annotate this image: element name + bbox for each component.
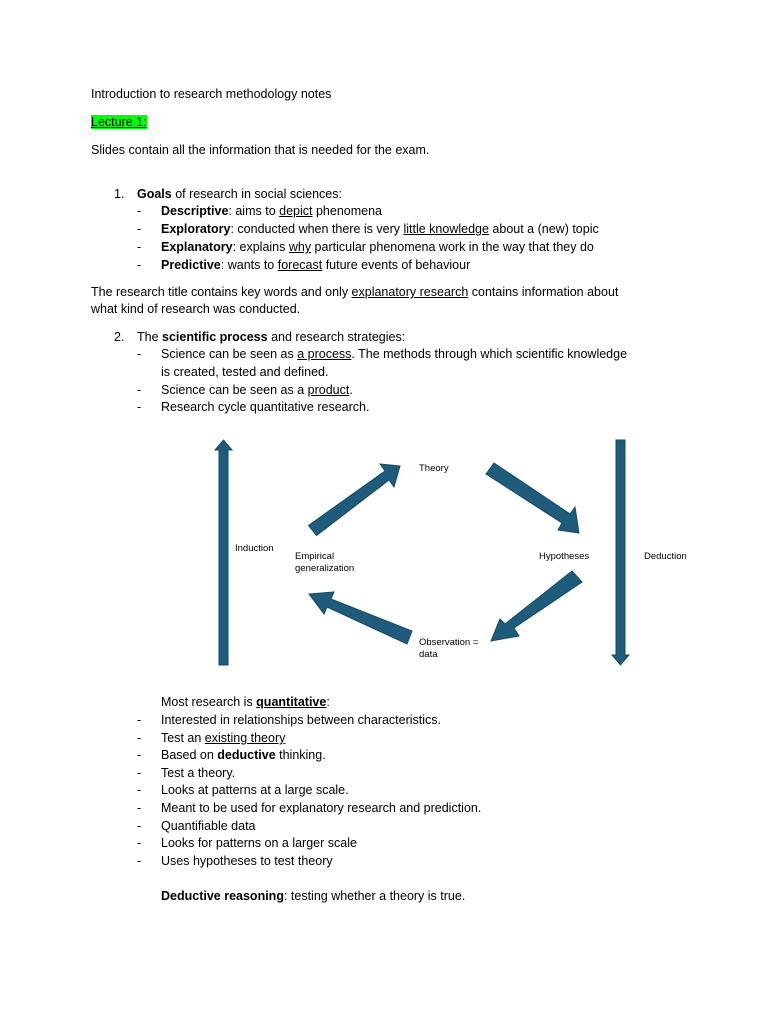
label-observation (419, 637, 478, 661)
item-text: Uses hypotheses to test theory (161, 854, 333, 868)
item-underline: why (288, 240, 312, 254)
label-observation-line1: Observation = (419, 637, 479, 648)
item-term: Predictive (161, 258, 221, 272)
item-text: : wants to (220, 258, 278, 272)
section-2-text: and research strategies: (267, 330, 406, 344)
paragraph-line-2: what kind of research was conducted. (91, 302, 301, 316)
deductive-bold: Deductive reasoning (161, 889, 284, 903)
deductive-reasoning (161, 888, 465, 905)
section-2-text: The (137, 330, 163, 344)
item-text: thinking. (275, 748, 326, 762)
intro-text: Slides contain all the information that is needed for the exam. (91, 143, 430, 157)
para-text: contains information about (468, 285, 619, 299)
item-text: Science can be seen as (161, 347, 298, 361)
arrow-to-empirical (309, 592, 412, 644)
item-text: Interested in relationships between characteristics. (161, 713, 442, 727)
item-text: Quantifiable data (161, 819, 256, 833)
lecture-label: Lecture 1: (91, 115, 147, 129)
item-underline: a process (297, 347, 352, 361)
item-text: Looks at patterns at a large scale. (161, 783, 349, 797)
bullet-dash: - (137, 836, 142, 850)
item-text: Test a theory. (161, 766, 236, 780)
item-text: : conducted when there is very (230, 222, 404, 236)
label-observation-line2: data (419, 649, 438, 660)
item-bold: deductive (217, 748, 276, 762)
item-text: Science can be seen as a (161, 383, 308, 397)
item-text: . The methods through which scientific knowledge (351, 347, 628, 361)
label-hypotheses: Hypotheses (539, 551, 590, 562)
section-2-bold: scientific process (162, 330, 268, 344)
induction-arrow (215, 440, 232, 665)
para-text: The research title contains key words and only (91, 285, 352, 299)
list-item-continuation: is created, tested and defined. (161, 365, 329, 379)
page-title: Introduction to research methodology notes (91, 87, 332, 101)
item-text: : explains (232, 240, 289, 254)
bullet-dash: - (137, 400, 142, 414)
item-underline: depict (279, 204, 313, 218)
bullet-dash: - (137, 766, 142, 780)
item-underline: little knowledge (403, 222, 489, 236)
label-empirical (295, 551, 354, 575)
bullet-dash: - (137, 258, 142, 272)
label-theory: Theory (419, 463, 449, 474)
deductive-text: : testing whether a theory is true. (283, 889, 466, 903)
item-term: Exploratory (161, 222, 231, 236)
quant-text: Most research is (161, 695, 257, 709)
label-induction: Induction (235, 543, 274, 554)
item-text: . (349, 383, 353, 397)
bullet-dash: - (137, 222, 142, 236)
bullet-dash: - (137, 713, 142, 727)
bullet-dash: - (137, 748, 142, 762)
label-empirical-line1: Empirical (295, 551, 335, 562)
item-underline: forecast (277, 258, 323, 272)
section-1-number: 1. (114, 187, 125, 201)
item-text: future events of behaviour (322, 258, 471, 272)
label-deduction: Deduction (644, 551, 687, 562)
item-term: Descriptive (161, 204, 229, 218)
item-text: particular phenomena work in the way that they do (311, 240, 594, 254)
bullet-dash: - (137, 240, 142, 254)
quant-text: : (326, 695, 330, 709)
deduction-arrow (612, 440, 629, 665)
item-text: Research cycle quantitative research. (161, 400, 370, 414)
item-term: Explanatory (161, 240, 233, 254)
item-underline: existing theory (204, 731, 286, 745)
section-2-number: 2. (114, 330, 125, 344)
item-text: Test an (161, 731, 205, 745)
para-underline: explanatory research (351, 285, 469, 299)
bullet-dash: - (137, 783, 142, 797)
quant-bold: quantitative (256, 695, 327, 709)
arrow-to-observation (491, 571, 582, 641)
bullet-dash: - (137, 204, 142, 218)
item-text: : aims to (228, 204, 280, 218)
bullet-dash: - (137, 854, 142, 868)
bullet-dash: - (137, 731, 142, 745)
section-1-bold: Goals (137, 187, 172, 201)
bullet-dash: - (137, 383, 142, 397)
item-text: Based on (161, 748, 218, 762)
item-underline: product (307, 383, 350, 397)
item-text: Meant to be used for explanatory research and prediction. (161, 801, 482, 815)
arrow-to-hypotheses (486, 463, 579, 533)
item-text: phenomena (312, 204, 382, 218)
bullet-dash: - (137, 819, 142, 833)
label-empirical-line2: generalization (295, 563, 355, 574)
bullet-dash: - (137, 801, 142, 815)
arrow-to-theory (309, 464, 401, 536)
quantitative-heading (161, 694, 330, 711)
section-1-rest: of research in social sciences: (171, 187, 342, 201)
bullet-dash: - (137, 347, 142, 361)
item-text: Looks for patterns on a larger scale (161, 836, 357, 850)
item-text: about a (new) topic (488, 222, 599, 236)
